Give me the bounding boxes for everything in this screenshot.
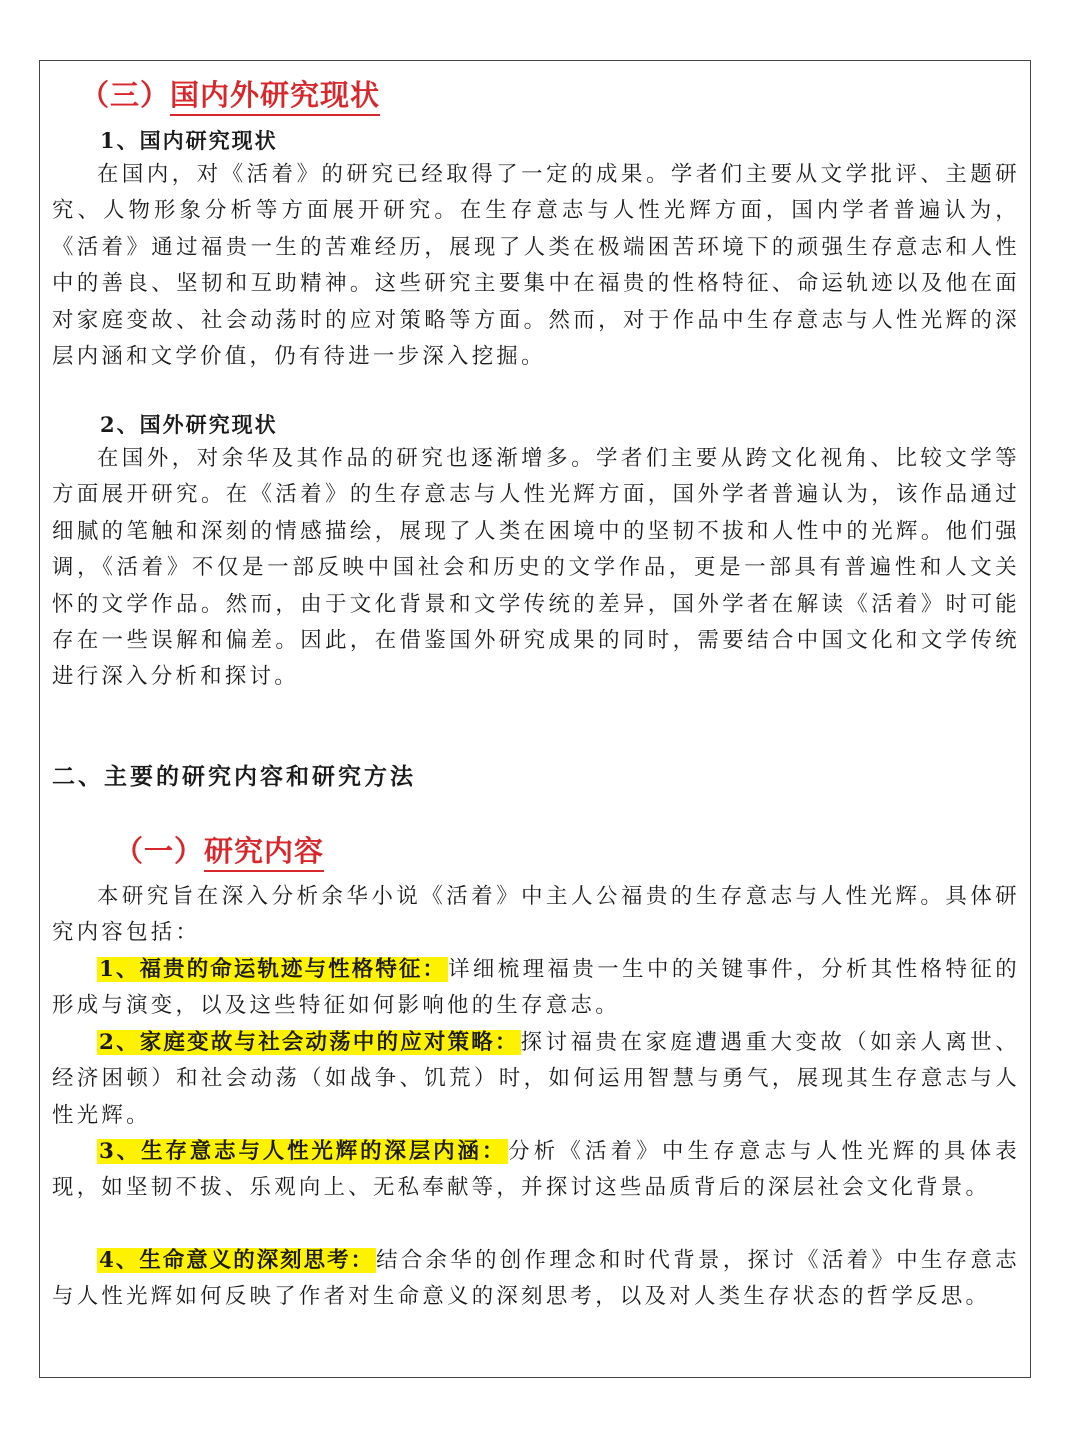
research-content-text: 研究内容 [204, 834, 324, 872]
domestic-paragraph: 在国内，对《活着》的研究已经取得了一定的成果。学者们主要从文学批评、主题研究、人物形象分析等方面展开研究。在生存意志与人性光辉方面，国内学者普遍认为，《活着》通过福贵一生的苦难经历，展现了人类在极端困苦环境下的顽强生存意志和人性中的善良、坚韧和互助精神。这些研究主要集中在福贵的性格特征、命运轨迹以及他在面对家庭变故、社会动荡时的应对策略等方面。然而，对于作品中生存意志与人性光辉的深层内涵和文学价值，仍有待进一步深入挖掘。 [52, 162, 1020, 370]
research-item [52, 1243, 1020, 1316]
research-item-text: 探讨福贵在家庭遭遇重大变故（如亲人离世、经济困顿）和社会动荡（如战争、饥荒）时，如何运用智慧与勇气，展现其生存意志与人性光辉。 [52, 1030, 1020, 1128]
domestic-heading: 1、国内研究现状 [100, 128, 278, 153]
research-item-label: 1、福贵的命运轨迹与性格特征： [98, 957, 447, 982]
research-item-text: 结合余华的创作理念和时代背景，探讨《活着》中生存意志与人性光辉如何反映了作者对生命意义的深刻思考，以及对人类生存状态的哲学反思。 [52, 1248, 1020, 1310]
research-item-label: 2、家庭变故与社会动荡中的应对策略： [98, 1030, 519, 1055]
research-content-prefix: （一） [114, 834, 205, 868]
research-item [52, 952, 1020, 1025]
section3-title-prefix: （三） [80, 78, 171, 112]
research-content-title [114, 829, 324, 870]
section3-title-text: 国内外研究现状 [170, 78, 380, 116]
foreign-paragraph: 在国外，对余华及其作品的研究也逐渐增多。学者们主要从跨文化视角、比较文学等方面展开研究。在《活着》的生存意志与人性光辉方面，国外学者普遍认为，该作品通过细腻的笔触和深刻的情感描绘，展现了人类在困境中的坚韧不拔和人性中的光辉。他们强调，《活着》不仅是一部反映中国社会和历史的文学作品，更是一部具有普遍性和人文关怀的文学作品。然而，由于文化背景和文学传统的差异，国外学者在解读《活着》时可能存在一些误解和偏差。因此，在借鉴国外研究成果的同时，需要结合中国文化和文学传统进行深入分析和探讨。 [52, 446, 1020, 690]
research-item-label: 4、生命意义的深刻思考： [98, 1248, 375, 1273]
research-item-text: 详细梳理福贵一生中的关键事件，分析其性格特征的形成与演变，以及这些特征如何影响他的生存意志。 [52, 957, 1020, 1019]
research-intro: 本研究旨在深入分析余华小说《活着》中主人公福贵的生存意志与人性光辉。具体研究内容包括： [52, 884, 1020, 946]
foreign-heading: 2、国外研究现状 [100, 412, 278, 437]
section3-title [80, 73, 380, 114]
research-item [52, 1134, 1020, 1207]
document-page [39, 60, 1031, 1378]
part2-heading: 二、主要的研究内容和研究方法 [52, 763, 416, 790]
research-item-label: 3、生存意志与人性光辉的深层内涵： [98, 1139, 507, 1164]
research-item [52, 1025, 1020, 1134]
research-item-text: 分析《活着》中生存意志与人性光辉的具体表现，如坚韧不拔、乐观向上、无私奉献等，并探讨这些品质背后的深层社会文化背景。 [52, 1139, 1020, 1201]
